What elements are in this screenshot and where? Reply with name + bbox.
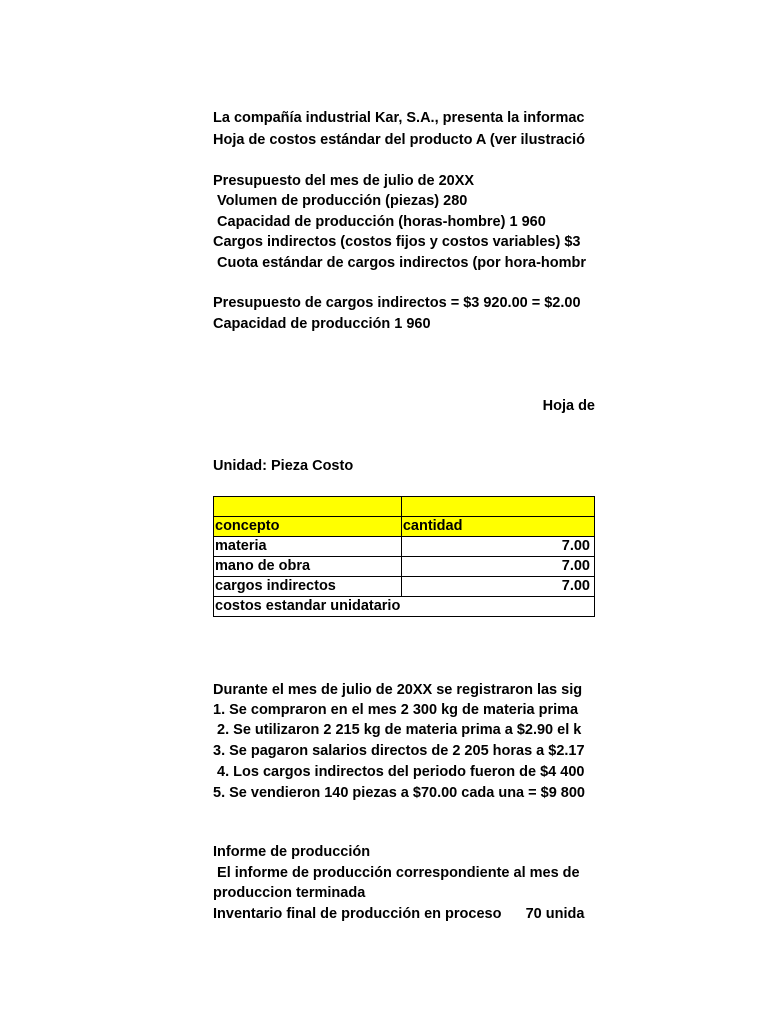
report-line-1: El informe de producción correspondiente al mes de <box>213 865 580 881</box>
table-header-blank-row <box>214 497 595 517</box>
row-amount[interactable]: 7.00 <box>401 577 594 597</box>
row-concept[interactable]: materia <box>214 537 402 557</box>
header-blank-cell[interactable] <box>401 497 594 517</box>
cost-table <box>213 496 595 617</box>
july-item-2: 2. Se utilizaron 2 215 kg de materia prima a $2.90 el k <box>213 722 582 738</box>
spreadsheet-view <box>213 0 595 1024</box>
budget-quota: Cuota estándar de cargos indirectos (por hora-hombr <box>213 255 587 271</box>
table-row <box>214 577 595 597</box>
table-row <box>214 537 595 557</box>
july-intro: Durante el mes de julio de 20XX se registraron las sig <box>213 682 583 698</box>
table-row <box>214 557 595 577</box>
july-item-5: 5. Se vendieron 140 piezas a $70.00 cada una = $9 800 <box>213 785 585 801</box>
row-amount[interactable]: 7.00 <box>401 537 594 557</box>
july-item-4: 4. Los cargos indirectos del periodo fueron de $4 400 <box>213 764 585 780</box>
header-cantidad[interactable]: cantidad <box>401 517 594 537</box>
sheet-title: Hoja de <box>542 398 595 414</box>
july-item-3: 3. Se pagaron salarios directos de 2 205 horas a $2.17 <box>213 743 585 759</box>
formula-line-1: Presupuesto de cargos indirectos = $3 920.00 = $2.00 <box>213 295 581 311</box>
report-title: Informe de producción <box>213 844 371 860</box>
report-line-2: produccion terminada <box>213 885 366 901</box>
intro-line-2: Hoja de costos estándar del producto A (ver ilustració <box>213 132 585 148</box>
unit-line: Unidad: Pieza Costo <box>213 458 354 474</box>
intro-line-1: La compañía industrial Kar, S.A., presenta la informac <box>213 110 585 126</box>
budget-volume: Volumen de producción (piezas) 280 <box>213 193 468 209</box>
total-label: costos estandar unidatario <box>215 598 401 614</box>
july-item-1: 1. Se compraron en el mes 2 300 kg de materia prima <box>213 702 579 718</box>
row-amount[interactable]: 7.00 <box>401 557 594 577</box>
budget-indirect: Cargos indirectos (costos fijos y costos variables) $3 <box>213 234 581 250</box>
table-row-total <box>214 597 595 617</box>
header-concepto[interactable]: concepto <box>214 517 402 537</box>
total-amount-cell[interactable] <box>401 597 594 617</box>
budget-capacity: Capacidad de producción (horas-hombre) 1 960 <box>213 214 546 230</box>
budget-title: Presupuesto del mes de julio de 20XX <box>213 173 475 189</box>
formula-line-2: Capacidad de producción 1 960 <box>213 316 431 332</box>
row-concept[interactable]: mano de obra <box>214 557 402 577</box>
report-line-3: Inventario final de producción en proceso 70 unida <box>213 906 585 922</box>
total-label-cell[interactable] <box>214 597 402 617</box>
row-concept[interactable]: cargos indirectos <box>214 577 402 597</box>
table-header-row <box>214 517 595 537</box>
header-blank-cell[interactable] <box>214 497 402 517</box>
